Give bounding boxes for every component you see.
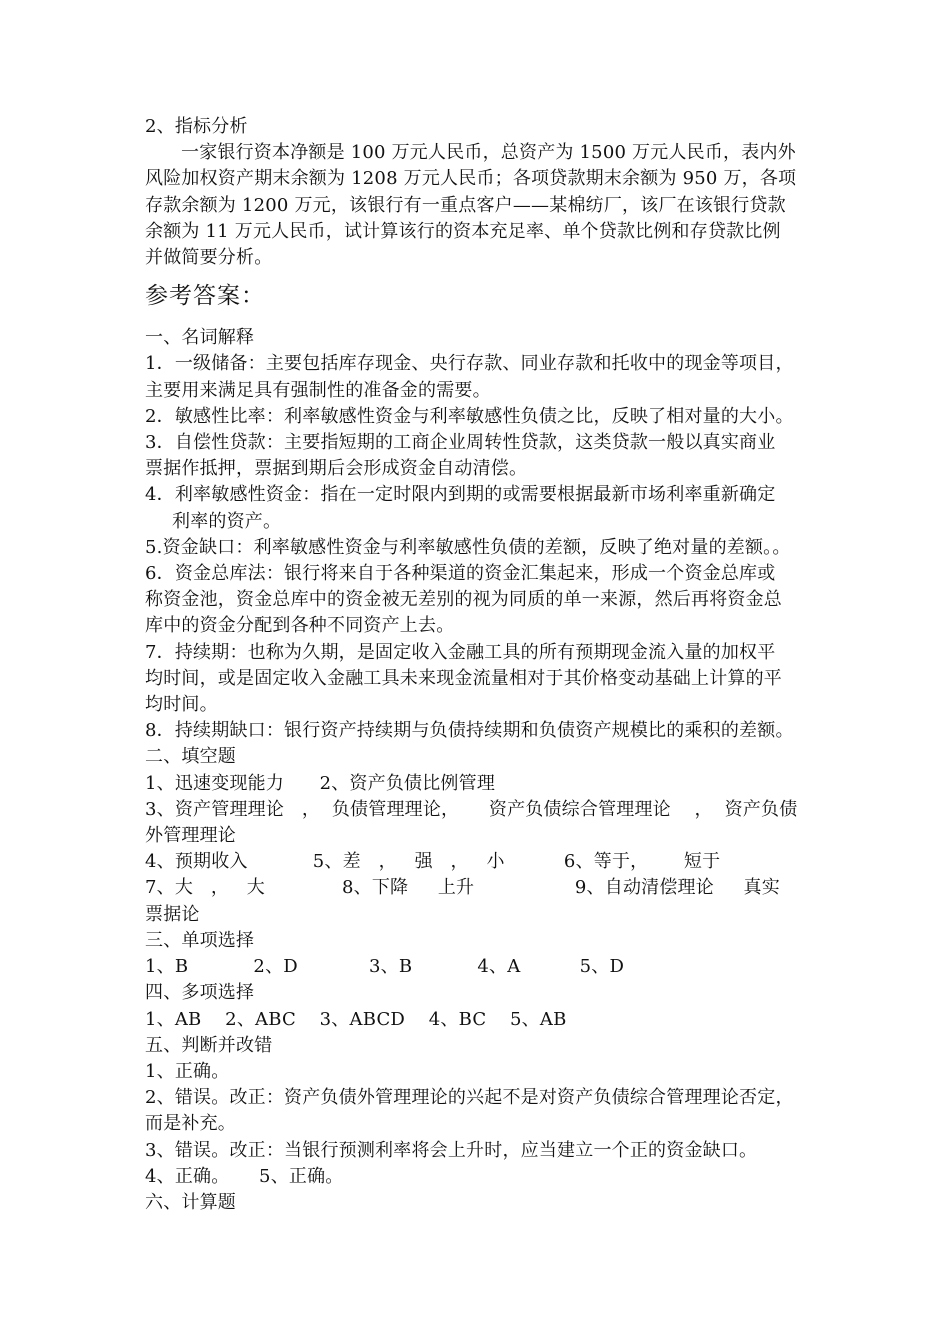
answer-line: 3．自偿性贷款：主要指短期的工商企业周转性贷款，这类贷款一般以真实商业	[145, 432, 776, 454]
answer-line: 8．持续期缺口：银行资产持续期与负债持续期和负债资产规模比的乘积的差额。	[145, 720, 794, 742]
problem-line: 并做简要分析。	[145, 247, 273, 269]
document-page	[145, 114, 813, 1216]
section-heading-fill-blank: 二、填空题	[145, 746, 236, 768]
section-heading-true-false: 五、判断并改错	[145, 1034, 273, 1056]
answer-line: 而是补充。	[145, 1113, 236, 1135]
answer-line: 4、预期收入 5、差 ， 强 ， 小 6、等于， 短于	[145, 851, 721, 873]
answer-line: 1、B 2、D 3、B 4、A 5、D	[145, 956, 625, 978]
answer-line: 2、错误。改正：资产负债外管理理论的兴起不是对资产负债综合管理理论否定，	[145, 1087, 794, 1109]
answer-heading: 参考答案：	[145, 283, 265, 310]
answer-line: 6．资金总库法：银行将来自于各种渠道的资金汇集起来，形成一个资金总库或	[145, 563, 776, 585]
answer-line: 5.资金缺口：利率敏感性资金与利率敏感性负债的差额，反映了绝对量的差额。。	[145, 536, 791, 558]
section-heading-multiple-choice: 四、多项选择	[145, 982, 255, 1004]
answer-line: 均时间，或是固定收入金融工具未来现金流量相对于其价格变动基础上计算的平	[145, 667, 782, 689]
section-heading-calculation: 六、计算题	[145, 1191, 236, 1213]
answer-line: 2．敏感性比率：利率敏感性资金与利率敏感性负债之比，反映了相对量的大小。	[145, 405, 794, 427]
problem-line: 一家银行资本净额是 100 万元人民币，总资产为 1500 万元人民币，表内外	[181, 142, 796, 164]
problem-line: 存款余额为 1200 万元，该银行有一重点客户——某棉纺厂，该厂在该银行贷款	[145, 194, 786, 216]
answer-line: 3、资产管理理论 ， 负债管理理论， 资产负债综合管理理论 ， 资产负债	[145, 798, 798, 820]
answer-line: 库中的资金分配到各种不同资产上去。	[145, 615, 455, 637]
answer-line: 1、迅速变现能力 2、资产负债比例管理	[145, 772, 496, 794]
answer-body	[145, 325, 813, 1216]
answer-line: 7．持续期：也称为久期，是固定收入金融工具的所有预期现金流入量的加权平	[145, 641, 776, 663]
answer-line: 称资金池，资金总库中的资金被无差别的视为同质的单一来源，然后再将资金总	[145, 589, 782, 611]
section-heading-terms: 一、名词解释	[145, 327, 255, 349]
problem-paragraph	[145, 140, 813, 271]
answer-line: 票据论	[145, 903, 200, 925]
answer-line: 外管理理论	[145, 825, 236, 847]
answer-line: 3、错误。改正：当银行预测利率将会上升时，应当建立一个正的资金缺口。	[145, 1139, 758, 1161]
answer-line: 1．一级储备：主要包括库存现金、央行存款、同业存款和托收中的现金等项目，	[145, 353, 794, 375]
answer-line: 4．利率敏感性资金：指在一定时限内到期的或需要根据最新市场利率重新确定	[145, 484, 776, 506]
answer-line: 7、大 ， 大 8、下降 上升 9、自动清偿理论 真实	[145, 877, 780, 899]
problem-line: 风险加权资产期末余额为 1208 万元人民币；各项贷款期末余额为 950 万，各项	[145, 168, 797, 190]
problem-line: 余额为 11 万元人民币，试计算该行的资本充足率、单个贷款比例和存贷款比例	[145, 220, 781, 242]
answer-line: 主要用来满足具有强制性的准备金的需要。	[145, 379, 491, 401]
section-title: 2、指标分析	[145, 116, 248, 137]
answer-line: 均时间。	[145, 694, 218, 716]
answer-line: 4、正确。 5、正确。	[145, 1165, 344, 1187]
answer-line: 1、正确。	[145, 1060, 230, 1082]
answer-line: 1、AB 2、ABC 3、ABCD 4、BC 5、AB	[145, 1008, 567, 1030]
section-heading-single-choice: 三、单项选择	[145, 929, 255, 951]
answer-line: 利率的资产。	[172, 510, 282, 532]
answer-line: 票据作抵押，票据到期后会形成资金自动清偿。	[145, 458, 528, 480]
